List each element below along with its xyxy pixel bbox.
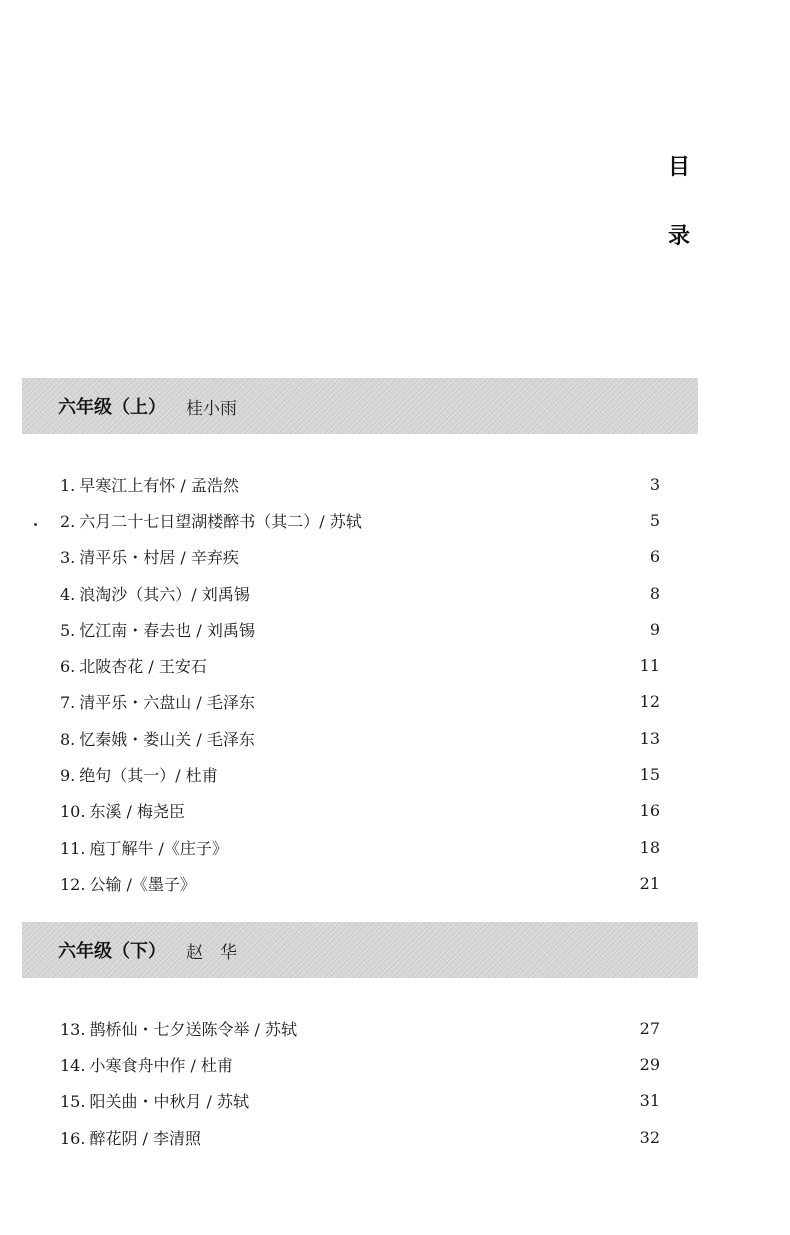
entry-title: 阳关曲・中秋月 / 苏轼	[89, 1092, 250, 1112]
entry-page: 31	[639, 1091, 660, 1111]
entry-page: 18	[639, 837, 660, 857]
section-grade-label: 六年级（下）	[58, 941, 166, 962]
entry-number: 11.	[60, 838, 86, 858]
entry-page: 15	[639, 765, 660, 785]
entry-page: 8	[649, 583, 660, 603]
entry-page: 32	[639, 1127, 660, 1147]
toc-entry[interactable]	[60, 756, 660, 792]
entry-page: 5	[649, 510, 660, 530]
entry-title: 绝句（其一）/ 杜甫	[79, 766, 218, 786]
entry-page: 27	[639, 1018, 660, 1038]
entry-number: 12.	[60, 874, 86, 894]
toc-entry[interactable]	[60, 829, 660, 865]
toc-entry[interactable]	[60, 647, 660, 683]
entry-page: 21	[639, 873, 660, 893]
entry-title: 六月二十七日望湖楼醉书（其二）/ 苏轼	[79, 511, 362, 531]
entry-title: 忆秦娥・娄山关 / 毛泽东	[79, 729, 255, 749]
entry-number: 15.	[60, 1092, 86, 1112]
section-author: 桂小雨	[186, 398, 237, 419]
section-header-grade6-lower	[22, 922, 698, 978]
toc-title-char-1: 目	[667, 155, 690, 180]
entry-number: 1.	[60, 475, 76, 495]
toc-entry[interactable]	[60, 539, 660, 575]
toc-entry[interactable]	[60, 1119, 660, 1155]
entry-number: 2.	[60, 511, 76, 531]
entry-title: 清平乐・六盘山 / 毛泽东	[79, 693, 255, 713]
entry-title: 清平乐・村居 / 辛弃疾	[79, 548, 239, 568]
toc-entry[interactable]	[60, 1083, 660, 1119]
section-author: 赵 华	[186, 942, 237, 963]
toc-entry[interactable]	[60, 502, 660, 538]
entry-number: 3.	[60, 548, 76, 568]
entry-page: 13	[639, 728, 660, 748]
entry-number: 9.	[60, 766, 76, 786]
entry-number: 13.	[60, 1019, 86, 1039]
entry-title: 北陂杏花 / 王安石	[79, 657, 207, 677]
entry-page: 29	[639, 1054, 660, 1074]
toc-entry[interactable]	[60, 720, 660, 756]
entry-title: 公输 /《墨子》	[89, 874, 196, 894]
entry-number: 5.	[60, 620, 76, 640]
entry-page: 9	[649, 619, 660, 639]
toc-title-char-2: 录	[667, 224, 690, 249]
section-grade-label: 六年级（上）	[58, 397, 166, 418]
entry-page: 11	[639, 656, 660, 676]
toc-list-grade6-upper	[60, 466, 660, 902]
entry-number: 7.	[60, 693, 76, 713]
entry-title: 庖丁解牛 /《庄子》	[89, 838, 228, 858]
entry-number: 6.	[60, 657, 76, 677]
toc-entry[interactable]	[60, 865, 660, 901]
toc-entry[interactable]	[60, 793, 660, 829]
entry-number: 4.	[60, 584, 76, 604]
entry-title: 忆江南・春去也 / 刘禹锡	[79, 620, 255, 640]
entry-page: 3	[649, 474, 660, 494]
entry-title: 醉花阴 / 李清照	[89, 1128, 202, 1148]
entry-title: 早寒江上有怀 / 孟浩然	[79, 475, 239, 495]
entry-number: 16.	[60, 1128, 86, 1148]
entry-title: 浪淘沙（其六）/ 刘禹锡	[79, 584, 250, 604]
stray-ink-mark	[34, 523, 37, 526]
toc-entry[interactable]	[60, 575, 660, 611]
toc-entry[interactable]	[60, 684, 660, 720]
toc-entry[interactable]	[60, 466, 660, 502]
entry-number: 8.	[60, 729, 76, 749]
entry-title: 鹊桥仙・七夕送陈令举 / 苏轼	[89, 1019, 298, 1039]
entry-page: 6	[649, 547, 660, 567]
entry-title: 东溪 / 梅尧臣	[89, 802, 186, 822]
toc-list-grade6-lower	[60, 1010, 660, 1155]
toc-entry[interactable]	[60, 1010, 660, 1046]
entry-page: 16	[639, 801, 660, 821]
entry-number: 14.	[60, 1055, 86, 1075]
entry-title: 小寒食舟中作 / 杜甫	[89, 1055, 234, 1075]
entry-number: 10.	[60, 802, 86, 822]
toc-entry[interactable]	[60, 1046, 660, 1082]
section-header-grade6-upper	[22, 378, 698, 434]
entry-page: 12	[639, 692, 660, 712]
toc-entry[interactable]	[60, 611, 660, 647]
